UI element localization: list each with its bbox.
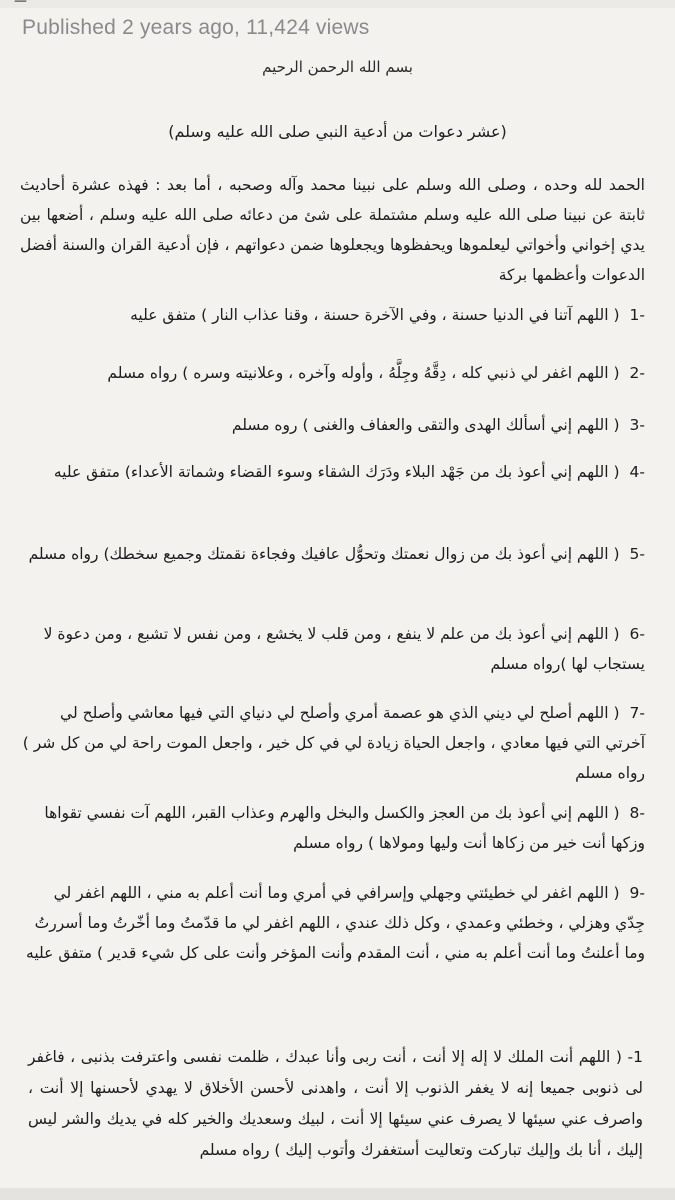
list-item (20, 798, 645, 858)
item-number: 1- (627, 1048, 643, 1066)
list-item (20, 619, 645, 679)
item-text: ( اللهم إني أسألك الهدى والتقى والعفاف والغنى ) روه مسلم (231, 416, 620, 434)
list-item (20, 358, 645, 388)
item-text: ( اللهم إني أعوذ بك من جَهْد البلاء ودَرَك الشقاء وسوء القضاء وشماتة الأعداء) متفق عليه (53, 463, 620, 481)
bottom-edge-strip (0, 1188, 675, 1200)
item-text: ( اللهم أنت الملك لا إله إلا أنت ، أنت ربى وأنا عبدك ، ظلمت نفسى واعترفت بذنبى ، فاغفر لى ذنوبى جميعا إنه لا يغفر الذنوب إلا أنت ، واهدنى لأحسن الأخلاق لا يهدي لأحسنها إلا أنت ، واصرف عني سيئها لا يصرف عني سيئها إلا أنت ، لبيك وسعديك والخير كله في يديك والشر ليس إليك ، أنا بك وإليك تباركت وتعاليت أستغفرك وأتوب إليك ) رواه مسلم (28, 1048, 643, 1159)
publish-meta: Published 2 years ago, 11,424 views (22, 16, 370, 39)
list-item (20, 539, 645, 569)
item-number: -1 (629, 306, 645, 324)
item-number: -6 (629, 625, 645, 643)
item-text: ( اللهم إني أعوذ بك من علم لا ينفع ، ومن قلب لا يخشع ، ومن نفس لا تشبع ، ومن دعوة لا يستجاب لها )رواه مسلم (43, 625, 645, 673)
item-number: -8 (629, 804, 645, 822)
top-edge-strip (0, 0, 675, 8)
item-text: ( اللهم اغفر لي ذنبي كله ، دِقَّهُ وجِلَّهُ ، وأوله وآخره ، وعلانيته وسره ) رواه مسلم (107, 364, 620, 382)
list-item (20, 410, 645, 440)
item-number: -9 (629, 884, 645, 902)
item-text: ( اللهم آتنا في الدنيا حسنة ، وفي الآخرة حسنة ، وقنا عذاب النار ) متفق عليه (130, 306, 620, 324)
list-item (20, 698, 645, 788)
item-text: ( اللهم أصلح لي ديني الذي هو عصمة أمري وأصلح لي دنياي التي فيها معاشي وأصلح لي آخرتي التي فيها معادي ، واجعل الحياة زيادة لي في كل خير ، واجعل الموت راحة لي من كل شر ) رواه مسلم (22, 704, 645, 782)
list-item (20, 300, 645, 330)
basmala: بسم الله الرحمن الرحيم (262, 58, 413, 76)
item-number: -2 (629, 364, 645, 382)
item-number: -4 (629, 463, 645, 481)
item-text: ( اللهم إني أعوذ بك من زوال نعمتك وتحوُّل عافيك وفجاءة نقمتك وجميع سخطك) رواه مسلم (28, 545, 620, 563)
item-number: -5 (629, 545, 645, 563)
document-title: (عشر دعوات من أدعية النبي صلى الله عليه وسلم) (168, 122, 507, 141)
document-image (0, 52, 675, 1200)
item-number: -7 (629, 704, 645, 722)
list-item (20, 457, 645, 487)
item-text: ( اللهم إني أعوذ بك من العجز والكسل والبخل والهرم وعذاب القبر، اللهم آت نفسي تقواها وزكها أنت خير من زكاها أنت وليها ومولاها ) رواه مسلم (44, 804, 645, 852)
list-item (20, 878, 645, 968)
intro-paragraph: الحمد لله وحده ، وصلى الله وسلم على نبينا محمد وآله وصحبه ، أما بعد : فهذه عشرة أحاديث ثابتة عن نبينا صلى الله عليه وسلم مشتملة على شئ من دعائه صلى الله عليه وسلم ، أضعها بين يدي إخواني وأخواتي ليعلموها ويحفظوها ويجعلوها ضمن دعواتهم ، فإن أدعية القران والسنة أفضل الدعوات وأعظمها بركة (20, 176, 645, 284)
final-supplication (28, 1042, 643, 1166)
item-number: -3 (629, 416, 645, 434)
cropped-header-label: — (14, 0, 27, 9)
item-text: ( اللهم اغفر لي خطيئتي وجهلي وإسرافي في أمري وما أنت أعلم به مني ، اللهم اغفر لي جِدّي وهزلي ، وخطئي وعمدي ، وكل ذلك عندي ، اللهم اغفر لي ما قدّمتُ وما أخّرتُ وما أسررتُ وما أعلنتُ وما أنت أعلم به مني ، أنت المقدم وأنت المؤخر وأنت على كل شيء قدير ) متفق عليه (26, 884, 645, 962)
